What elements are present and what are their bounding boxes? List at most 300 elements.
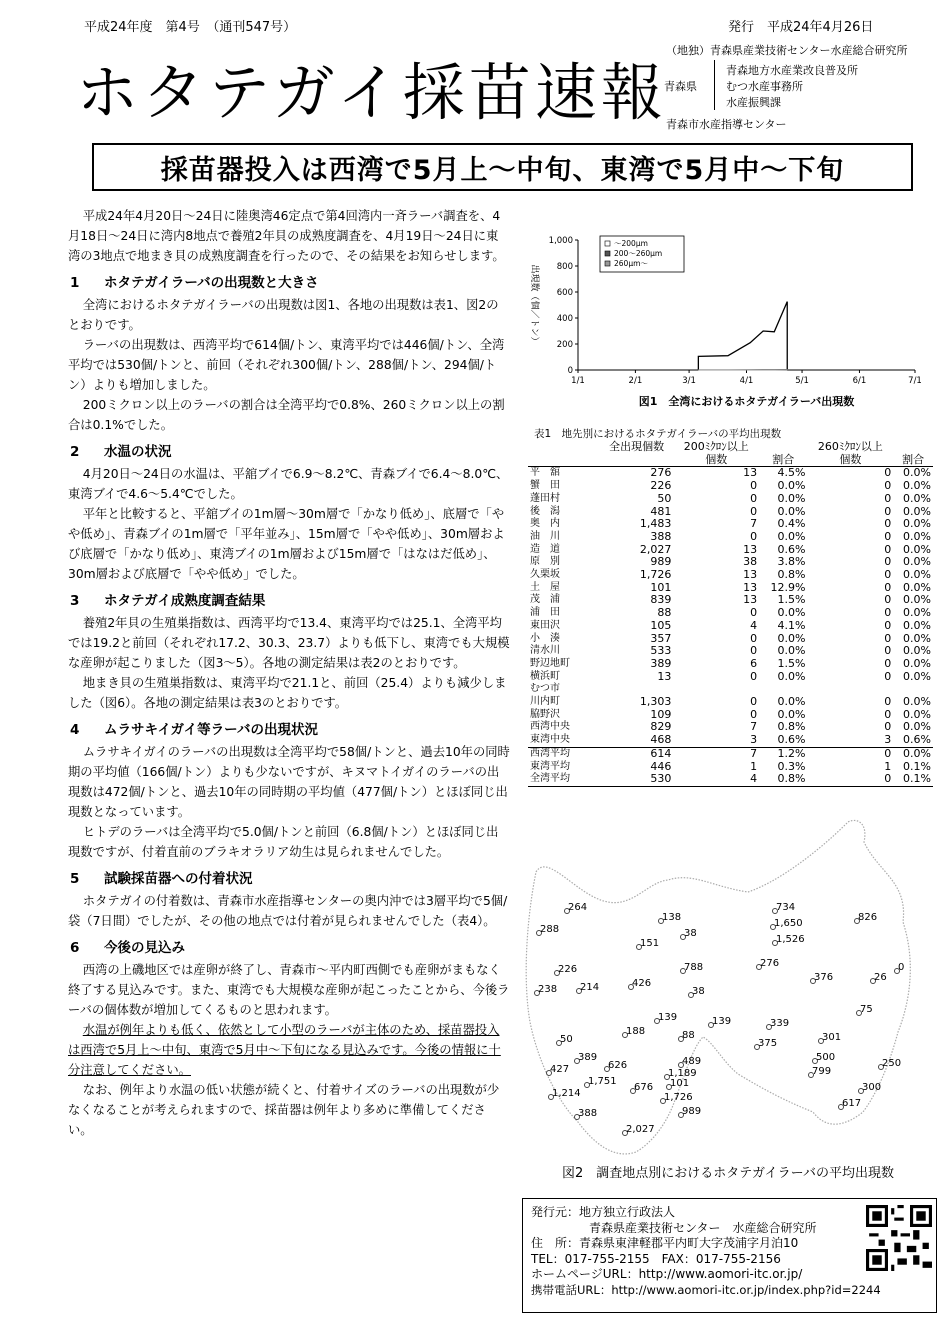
station-count-label: 734 (776, 902, 796, 913)
table-cell: 0.0% (777, 707, 806, 721)
table-cell: 0.0% (777, 695, 806, 709)
table-cell: 0.0% (903, 695, 931, 709)
station-count-label: 250 (882, 1058, 902, 1069)
station-count-label: 214 (580, 982, 600, 993)
section-paragraph: 200ミクロン以上のラーバの割合は全湾平均で0.8%、260ミクロン以上の割合は0.1%でした。 (68, 398, 505, 432)
station-count-label: 989 (682, 1106, 702, 1117)
org-top: （地独）青森県産業技術センター水産総合研究所 (666, 44, 908, 57)
table-cell: 土 屋 (530, 581, 560, 593)
table-cell: 7 (750, 517, 758, 531)
table-cell: 13 (743, 568, 758, 582)
table-cell: 0.0% (903, 644, 931, 658)
table-cell: 0.3% (777, 759, 806, 773)
section-heading: 3 ホタテガイ成熟度調査結果 (70, 593, 266, 609)
table-row (528, 506, 933, 519)
x-tick-label: 3/1 (682, 376, 696, 386)
intro-paragraph: 平成24年4月20日～24日に陸奥湾46定点で第4回湾内一斉ラーバ調査を、4月18日～24日に湾内8地点で養殖2年貝の成熟度調査を、4月19日～24日に東湾の3地点で地まき貝の成熟度調査を行ったので、その結果をお知らせします。 (68, 209, 505, 263)
y-tick-label: 400 (556, 314, 573, 324)
table-cell: 0 (807, 467, 893, 480)
table-cell: 446 (650, 759, 672, 773)
footer-line: 住 所：青森県東津軽郡平内町大字茂浦字月泊10 (531, 1236, 799, 1250)
table-cell: 0.0% (903, 606, 931, 620)
y-tick-label: 0 (567, 366, 573, 376)
table-cell: 西湾平均 (528, 747, 600, 760)
table-row (528, 683, 933, 696)
table-cell: 468 (650, 733, 672, 747)
table-cell: 後 潟 (530, 505, 560, 517)
larvae-line-chart (520, 228, 940, 418)
table-cell: 東湾平均 (530, 760, 570, 772)
table-cell: 0 (884, 631, 892, 645)
legend-label: ～200μm (614, 239, 648, 248)
table-cell: 西湾中央 (530, 721, 570, 733)
station-count-label: 489 (682, 1056, 702, 1067)
station-count-label: 88 (682, 1030, 695, 1041)
table-row (528, 556, 933, 569)
org-bracket (714, 60, 717, 110)
bay-map (518, 812, 938, 1181)
table-cell (759, 441, 807, 454)
table-cell: 13 (673, 467, 759, 480)
footer-line: 発行元：地方独立行政法人 (531, 1205, 676, 1219)
table-cell: 0 (750, 669, 758, 683)
table-cell (673, 683, 759, 696)
x-tick-label: 1/1 (571, 376, 585, 386)
table-cell (528, 454, 600, 467)
table-cell: 226 (650, 479, 672, 493)
table-cell: 0.0% (903, 580, 931, 594)
table-cell: 0 (884, 720, 892, 734)
table-row (528, 709, 933, 722)
table-cell: 4.1% (777, 618, 806, 632)
section-5 (68, 869, 510, 931)
table-cell: 脇野沢 (530, 708, 560, 720)
chart-title: 図1 全湾におけるホタテガイラーバ出現数 (638, 395, 855, 408)
x-tick-label: 2/1 (628, 376, 643, 386)
section-4 (68, 720, 510, 862)
table-cell: 0.0% (903, 669, 931, 683)
table-cell: 0 (884, 606, 892, 620)
y-tick-label: 200 (556, 340, 573, 350)
table-cell: 0.1% (903, 772, 931, 786)
table-row (528, 582, 933, 595)
table-cell: 614 (600, 747, 673, 760)
table-cell: 0 (884, 695, 892, 709)
station-count-label: 188 (626, 1026, 646, 1037)
station-count-label: 50 (560, 1034, 573, 1045)
table-cell: 0.0% (893, 747, 933, 760)
table-cell: 平 舘 (528, 467, 600, 480)
table-row (528, 761, 933, 774)
table-cell: 0.0% (777, 504, 806, 518)
table-cell: 1.5% (777, 656, 806, 670)
table-cell: 13 (743, 580, 758, 594)
table-cell: 0.0% (777, 491, 806, 505)
table-cell: 0.6% (903, 733, 931, 747)
table-cell: 1,303 (639, 695, 672, 709)
table-cell: 0 (884, 656, 892, 670)
table-cell: 0.0% (903, 555, 931, 569)
table-cell: 989 (650, 555, 672, 569)
table-cell: 横浜町 (530, 670, 560, 682)
table-cell: 0 (884, 669, 892, 683)
station-count-label: 339 (770, 1018, 790, 1029)
table-row (528, 480, 933, 493)
table-1-title: 表1 地先別におけるホタテガイラーバの平均出現数 (534, 428, 782, 440)
article-body (68, 206, 510, 1140)
table-cell: 久栗坂 (530, 569, 560, 581)
table-cell: 0.0% (903, 593, 931, 607)
table-row (528, 773, 933, 786)
table-cell: 88 (657, 606, 672, 620)
table-cell: 0 (884, 529, 892, 543)
table-row (528, 747, 933, 760)
table-cell: 0.8% (777, 720, 806, 734)
table-cell: 533 (650, 644, 672, 658)
section-paragraph: ラーバの出現数は、西湾平均で614個/トン、東湾平均では446個/トン、全湾平均では530個/トンと、前回（それぞれ300個/トン、288個/トン、294個/トン）よりも増加しました。 (68, 338, 505, 392)
table-cell: 0.0% (903, 517, 931, 531)
station-count-label: 301 (822, 1032, 842, 1043)
station-count-label: 1,726 (664, 1092, 693, 1103)
station-count-label: 388 (578, 1108, 598, 1119)
table-row (528, 721, 933, 734)
station-count-label: 376 (814, 972, 834, 983)
station-count-label: 288 (540, 924, 560, 935)
table-row (528, 696, 933, 709)
station-count-label: 101 (670, 1078, 690, 1089)
table-cell: 0.0% (893, 467, 933, 480)
issue-number: 平成24年度 第4号 （通刊547号） (84, 20, 297, 35)
table-cell: 0.0% (903, 504, 931, 518)
table-cell: 0.0% (903, 707, 931, 721)
table-cell: 0 (750, 479, 758, 493)
footer-line: TEL：017-755-2155 FAX：017-755-2156 (531, 1251, 781, 1266)
station-count-label: 151 (640, 938, 660, 949)
headline-banner: 採苗器投入は西湾で5月上～中旬、東湾で5月中～下旬 (92, 143, 913, 191)
table-cell: 6 (750, 656, 758, 670)
section-paragraph: ムラサキイガイのラーバの出現数は全湾平均で58個/トンと、過去10年の同時期の平均値（166個/トン）よりも少ないですが、キヌマトイガイのラーバの出現数は472個/トンと、過去10年の同時期の平均値（477個/トン）とほぼ同じ出現数となっています。 (68, 745, 510, 819)
table-cell: 0 (750, 695, 758, 709)
table-cell: 13 (743, 593, 758, 607)
table-cell: 0 (750, 606, 758, 620)
homepage-link[interactable]: ホームページURL：http://www.aomori-itc.or.jp/ (531, 1267, 803, 1281)
table-cell: 0 (750, 707, 758, 721)
table-cell: 1 (884, 759, 892, 773)
table-cell: 0 (884, 707, 892, 721)
table-cell: 1.2% (759, 747, 807, 760)
table-cell: 造 道 (530, 543, 560, 555)
table-header-row (528, 441, 933, 454)
table-cell: 200ﾐｸﾛﾝ以上 (683, 440, 749, 453)
table-cell: 蟹 田 (530, 480, 560, 492)
table-row (528, 658, 933, 671)
section-1 (68, 273, 510, 435)
table-cell: 38 (743, 555, 758, 569)
station-count-label: 1,650 (774, 918, 803, 929)
map-caption: 図2 調査地点別におけるホタテガイラーバの平均出現数 (562, 1166, 894, 1181)
table-cell: 3 (884, 733, 892, 747)
table-cell: 481 (650, 504, 672, 518)
x-tick-label: 7/1 (908, 376, 922, 386)
table-cell: 0 (884, 772, 892, 786)
station-count-label: 1,526 (776, 934, 805, 945)
station-count-label: 788 (684, 962, 704, 973)
station-count-label: 375 (758, 1038, 778, 1049)
table-cell: 0 (750, 631, 758, 645)
table-cell: 0.0% (777, 529, 806, 543)
table-cell (807, 683, 893, 696)
section-paragraph: ヒトデのラーバは全湾平均で5.0個/トンと前回（6.8個/トン）とほぼ同じ出現数ですが、付着直前のブラキオラリア幼生は見られませんでした。 (68, 825, 499, 859)
table-cell: 7 (673, 747, 759, 760)
station-count-label: 38 (684, 928, 697, 939)
table-header-row (528, 454, 933, 467)
station-count-label: 139 (658, 1012, 678, 1023)
table-cell: 0.6% (777, 733, 806, 747)
section-paragraph: 平年と比較すると、平舘ブイの1m層～30m層で「かなり低め」、底層で「やや低め」、青森ブイの1m層で「平年並み」、15m層で「やや低め」、30m層および底層で「かなり低め」、東湾ブイの1m層および15m層で「はなはだ低め」、30m層および底層で「やや低め」でした。 (68, 507, 505, 581)
legend-label: 260μm～ (614, 259, 648, 268)
legend-swatch (605, 261, 610, 266)
table-cell: 個数 (705, 452, 728, 466)
table-cell: 12.9% (770, 580, 806, 594)
table-cell (600, 454, 673, 467)
section-heading: 1 ホタテガイラーバの出現数と大きさ (70, 275, 319, 291)
table-cell: むつ市 (530, 683, 560, 695)
station-count-label: 300 (862, 1082, 882, 1093)
station-count-label: 427 (550, 1064, 570, 1075)
table-cell: 0.1% (903, 759, 931, 773)
station-count-label: 626 (608, 1060, 628, 1071)
table-row (528, 607, 933, 620)
table-cell: 0.0% (777, 669, 806, 683)
table-cell: 13 (657, 669, 672, 683)
page-title: ホタテガイ採苗速報 (76, 56, 667, 129)
station-count-label: 389 (578, 1052, 598, 1063)
legend-swatch (605, 251, 610, 256)
section-paragraph: ホタテガイの付着数は、青森市水産指導センターの奥内沖では3層平均で5個/袋（7日間）でしたが、その他の地点では付着が見られませんでした（表4）。 (68, 894, 508, 928)
station-count-label: 138 (662, 912, 682, 923)
table-cell: 0.0% (777, 644, 806, 658)
y-tick-label: 1,000 (548, 236, 573, 246)
table-cell: 50 (657, 491, 672, 505)
station-count-label: 276 (760, 958, 780, 969)
table-row (528, 531, 933, 544)
table-cell: 0 (884, 555, 892, 569)
station-count-label: 1,214 (552, 1088, 581, 1099)
table-cell: 0.0% (903, 618, 931, 632)
table-cell: 357 (650, 631, 672, 645)
x-tick-label: 5/1 (795, 376, 809, 386)
section-2 (68, 442, 510, 584)
table-cell: 東田沢 (530, 619, 560, 631)
table-cell: 0.0% (903, 529, 931, 543)
station-count-label: 26 (874, 972, 887, 983)
table-cell: 0.0% (777, 606, 806, 620)
section-paragraph: 西湾の上磯地区では産卵が終了し、青森市～平内町西側でも産卵がまもなく終了する見込みです。また、東湾でも大規模な産卵が起こったことから、今後ラーバの個体数が増加してくるものと思われます。 (68, 963, 510, 1017)
station-count-label: 264 (568, 902, 588, 913)
station-count-label: 676 (634, 1082, 654, 1093)
table-cell: 0.6% (777, 542, 806, 556)
table-cell: 0.0% (903, 631, 931, 645)
station-count-label: 617 (842, 1098, 862, 1109)
table-cell: 野辺地町 (530, 657, 570, 669)
series-line (698, 302, 787, 370)
table-cell: 1,726 (639, 568, 672, 582)
table-cell: 小 湊 (530, 632, 560, 644)
section-heading: 4 ムラサキイガイ等ラーバの出現状況 (70, 722, 318, 738)
table-cell: 全出現個数 (609, 440, 665, 453)
org-1: 青森地方水産業改良普及所 (726, 64, 858, 77)
legend-swatch (605, 241, 610, 246)
table-cell: 0 (750, 529, 758, 543)
station-count-label: 226 (558, 964, 578, 975)
table-cell: 0 (884, 593, 892, 607)
table-cell: 個数 (839, 452, 862, 466)
x-tick-label: 4/1 (739, 376, 754, 386)
larvae-table (528, 441, 933, 787)
table-cell: 0 (884, 504, 892, 518)
station-count-label: 139 (712, 1016, 732, 1027)
table-cell: 530 (650, 772, 672, 786)
table-cell: 0 (750, 491, 758, 505)
table-cell: 0.8% (777, 568, 806, 582)
section-paragraph: 養殖2年貝の生殖巣指数は、西湾平均で13.4、東湾平均では25.1、全湾平均では19.2と前回（それぞれ17.2、30.3、23.7）よりも低下し、東湾でも大規模な産卵が起こりました（図3～5）。各地の測定結果は表2のとおりです。 (68, 616, 510, 670)
table-cell: 7 (750, 720, 758, 734)
org-3: 水産振興課 (726, 96, 781, 109)
qr-code-icon[interactable] (866, 1205, 932, 1271)
station-count-label: 826 (858, 912, 878, 923)
table-cell: 4.5% (759, 467, 807, 480)
y-tick-label: 800 (556, 262, 573, 272)
table-row (528, 518, 933, 531)
table-cell (893, 441, 933, 454)
org-2: むつ水産事務所 (726, 80, 803, 93)
table-cell: 0 (884, 618, 892, 632)
table-cell: 0.0% (903, 491, 931, 505)
table-cell: 茂 浦 (530, 594, 560, 606)
org-bottom: 青森市水産指導センター (666, 118, 787, 131)
section-paragraph: 水温が例年よりも低く、依然として小型のラーバが主体のため、採苗器投入は西湾で5月上～中旬、東湾で5月中～下旬になる見込みです。今後の情報に十分注意してください。 (68, 1023, 501, 1077)
mobile-link[interactable]: 携帯電話URL：http://www.aomori-itc.or.jp/index.php?id=2244 (531, 1282, 881, 1297)
table-cell: 0.0% (903, 568, 931, 582)
table-cell: 0.0% (903, 542, 931, 556)
station-count-label: 75 (860, 1004, 873, 1015)
station-count-label: 426 (632, 978, 652, 989)
table-cell: 13 (743, 542, 758, 556)
table-cell: 4 (750, 618, 758, 632)
table-cell: 101 (650, 580, 672, 594)
table-cell: 1,483 (639, 517, 672, 531)
table-cell: 原 別 (530, 556, 560, 568)
section-3 (68, 591, 510, 713)
table-cell: 0.0% (777, 631, 806, 645)
table-cell: 割合 (772, 452, 795, 466)
table-row (528, 544, 933, 557)
table-cell: 3.8% (777, 555, 806, 569)
table-cell: 0.0% (777, 479, 806, 493)
table-row (528, 734, 933, 747)
table-cell: 0 (884, 644, 892, 658)
table-cell: 0.0% (903, 479, 931, 493)
table-cell: 105 (650, 618, 672, 632)
section-6 (68, 938, 510, 1140)
table-cell: 浦 田 (530, 607, 560, 619)
table-cell: 川内町 (530, 696, 560, 708)
station-count-label: 0 (898, 962, 905, 973)
table-cell: 389 (650, 656, 672, 670)
section-paragraph: 全湾におけるホタテガイラーバの出現数は図1、各地の出現数は表1、図2のとおりです。 (68, 298, 499, 332)
table-cell: 2,027 (639, 542, 672, 556)
table-row (528, 645, 933, 658)
table-cell: 0 (884, 580, 892, 594)
table-row (528, 569, 933, 582)
table-cell: 0 (884, 568, 892, 582)
section-heading: 2 水温の状況 (70, 444, 172, 460)
table-cell: 839 (650, 593, 672, 607)
issue-date: 発行 平成24年4月26日 (728, 20, 874, 35)
station-count-label: 238 (538, 984, 558, 995)
table-cell: 388 (650, 529, 672, 543)
x-tick-label: 6/1 (852, 376, 867, 386)
station-count-label: 1,751 (588, 1076, 617, 1087)
table-cell (528, 441, 600, 454)
table-cell: 0 (884, 542, 892, 556)
table-row (528, 493, 933, 506)
table-cell: 109 (650, 707, 672, 721)
table-cell: 1 (750, 759, 758, 773)
y-tick-label: 600 (556, 288, 573, 298)
station-count-label: 799 (812, 1066, 832, 1077)
section-heading: 6 今後の見込み (70, 940, 185, 956)
section-paragraph: なお、例年より水温の低い状態が続くと、付着サイズのラーバの出現数が少なくなることが考えられますので、採苗器は例年より多めに準備してください。 (68, 1083, 500, 1137)
station-count-label: 1,189 (668, 1068, 697, 1079)
table-row (528, 633, 933, 646)
y-axis-label: 出現数（個／トン） (529, 264, 539, 346)
section-paragraph: 地まき貝の生殖巣指数は、東湾平均で21.1と、前回（25.4）よりも減少しました（図6）。各地の測定結果は表3のとおりです。 (68, 676, 507, 710)
table-row (528, 620, 933, 633)
table-cell: 276 (600, 467, 673, 480)
table-cell: 0 (884, 491, 892, 505)
station-count-label: 500 (816, 1052, 836, 1063)
table-cell: 0.4% (777, 517, 806, 531)
table-row (528, 594, 933, 607)
table-cell: 油 川 (530, 530, 560, 542)
table-cell: 0 (884, 479, 892, 493)
station-count-label: 38 (692, 986, 705, 997)
table-cell: 清水川 (530, 645, 560, 657)
table-cell: 4 (750, 772, 758, 786)
table-cell: 3 (750, 733, 758, 747)
table-cell: 0.0% (903, 656, 931, 670)
table-cell: 蓬田村 (530, 492, 560, 504)
station-count-label: 2,027 (626, 1124, 655, 1135)
table-cell: 0.8% (777, 772, 806, 786)
table-cell: 260ﾐｸﾛﾝ以上 (817, 440, 883, 453)
table-row (528, 671, 933, 684)
section-heading: 5 試験採苗器への付着状況 (70, 871, 253, 887)
table-cell: 全湾平均 (530, 773, 570, 785)
footer-line: 青森県産業技術センター 水産総合研究所 (589, 1220, 817, 1235)
table-cell: 0 (750, 504, 758, 518)
publisher-info (522, 1198, 937, 1313)
table-cell: 0 (750, 644, 758, 658)
table-cell: 829 (650, 720, 672, 734)
section-paragraph: 4月20日～24日の水温は、平舘ブイで6.9～8.2℃、青森ブイで6.4～8.0℃、東湾ブイで4.6～5.4℃でした。 (68, 467, 509, 501)
table-cell: 0.0% (903, 720, 931, 734)
aomori-label: 青森県 (664, 80, 697, 93)
table-cell: 東湾中央 (530, 734, 570, 746)
table-cell: 0 (807, 747, 893, 760)
legend-label: 200～260μm (614, 249, 663, 258)
